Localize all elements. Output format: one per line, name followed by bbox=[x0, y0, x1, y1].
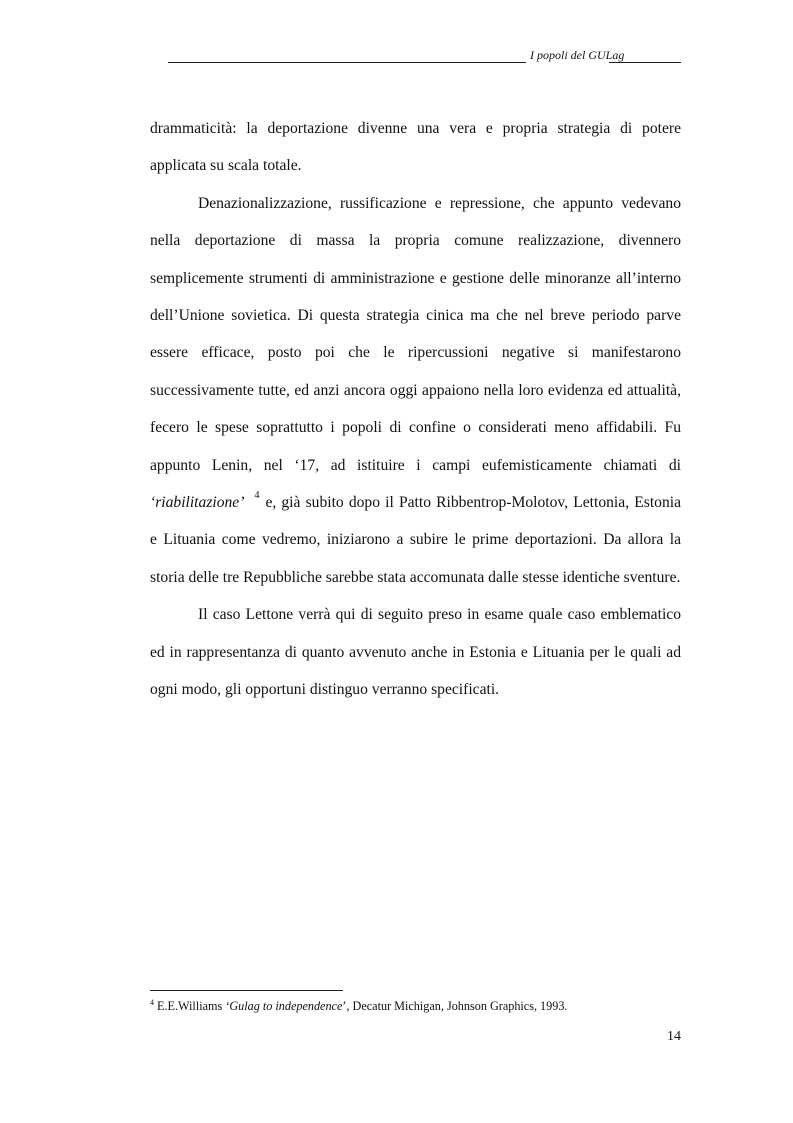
footnote-number: 4 bbox=[150, 998, 154, 1008]
page-number: 14 bbox=[667, 1029, 681, 1044]
header-rule-right bbox=[609, 62, 681, 63]
body-text bbox=[150, 110, 681, 709]
footnote-title: ‘Gulag to independence bbox=[225, 999, 343, 1013]
paragraph-3: Il caso Lettone verrà qui di seguito preso in esame quale caso emblematico ed in rappresentanza di quanto avvenuto anche in Estonia e Lituania per le quali ad ogni modo, gli opportuni distinguo verranno specificati. bbox=[150, 606, 681, 699]
footnote bbox=[150, 998, 681, 1014]
paragraph-2-text-a: Denazionalizzazione, russificazione e repressione, che appunto vedevano nella deportazione di massa la propria comune realizzazione, divennero semplicemente strumenti di amministrazione e gestione delle minoranze all’interno dell’Unione sovietica. Di questa strategia cinica ma che nel breve periodo parve essere efficace, posto poi che le ripercussioni negative si manifestarono successivamente tutte, ed anzi ancora oggi appaiono nella loro evidenza ed attualità, fecero le spese soprattutto i popoli di confine o considerati meno affidabili. Fu appunto Lenin, nel ‘17, ad istituire i campi eufemisticamente chiamati di bbox=[150, 194, 681, 474]
header-title: I popoli del GULag bbox=[530, 48, 625, 62]
paragraph-2 bbox=[150, 185, 681, 596]
header-rule-left bbox=[168, 62, 526, 63]
footnote-publication: ’, Decatur Michigan, Johnson Graphics, 1993. bbox=[342, 999, 568, 1013]
riabilitazione-term: ‘riabilitazione’ bbox=[150, 494, 245, 512]
running-header bbox=[168, 46, 681, 66]
paragraph-2-text-b: e, già subito dopo il Patto Ribbentrop-Molotov, Lettonia, Estonia e Lituania come vedremo, iniziarono a subire le prime deportazioni. Da allora la storia delle tre Repubbliche sarebbe stata accomunata dalle stesse identiche sventure. bbox=[150, 494, 681, 586]
paragraph-1: drammaticità: la deportazione divenne una vera e propria strategia di potere applicata su scala totale. bbox=[150, 120, 681, 175]
footnote-separator bbox=[150, 990, 343, 991]
footnote-reference[interactable]: 4 bbox=[254, 490, 260, 502]
footnote-author: E.E.Williams bbox=[154, 999, 226, 1013]
